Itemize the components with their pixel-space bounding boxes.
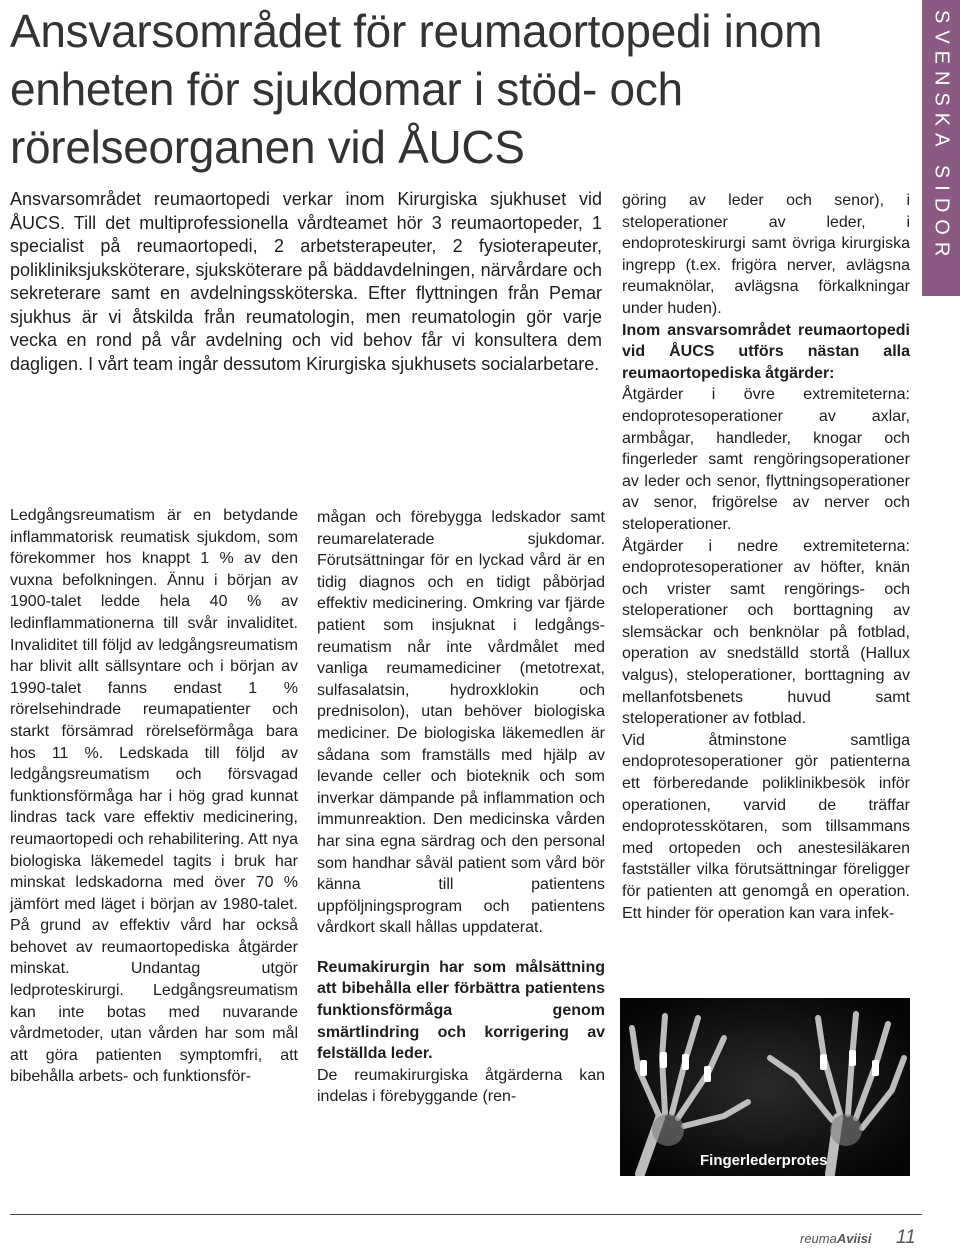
text-column-1 (10, 505, 298, 1088)
brand-prefix: reuma (800, 1231, 837, 1246)
column2-paragraph-1: mågan och förebygga ledskador samt reumarelaterade sjukdomar. Förutsättningar för en lyckad vård är en tidig diagnos och en tidigt påbörjad effektiv medicinering. Omkring var fjärde patient som insjuknat i ledgångs-reumatism når inte vårdmålet med vanliga reumamediciner (metotrexat, sulfasalatsin, hydroxklokin och prednisolon), utan behöver biologiska mediciner. De biologiska läkemedlen är sådana som framställs med hjälp av levande celler och bioteknik och som inverkar dämpande på inflammation och immunreaktion. Den medicinska vården har sina egna särdrag och den personal som handhar såväl patient som vård bör känna till patientens uppföljningsprogram och patientens vårdkort skall hållas uppdaterat. (317, 509, 605, 937)
column3-paragraph-1: göring av leder och senor), i steloperationer av leder, i endoproteskirurgi samt övriga kirurgiska ingrepp (t.ex. frigöra nerver, avlägsna reumaknölar, avlägsna förkalkningar under huden). (622, 192, 910, 317)
figure-caption: Fingerlederprotes (700, 1152, 828, 1169)
article-title: Ansvarsområdet för reumaortopedi inom enheten för sjukdomar i stöd- och rörelseorganen vid ÅUCS (10, 5, 823, 173)
column3-paragraph-4: Vid åtminstone samtliga endoprotesoperationer gör patienterna ett förberedande poliklinikbesök inför operationen, varvid de träffar endoprotesskötaren, som tillsammans med ortopeden och anestesiläkaren fastställer vilka förutsättningar föreligger för patienten att genomgå en operation. Ett hinder för operation kan vara infek- (622, 731, 910, 922)
side-section-label: SVENSKA SIDOR (930, 10, 953, 264)
brand-suffix: Aviisi (836, 1231, 872, 1246)
page-number: 11 (896, 1227, 916, 1248)
xray-hands-image (620, 998, 910, 1176)
column2-heading-text: Reumakirurgin har som målsättning att bibehålla eller förbättra patientens funktionsförmåga genom smärtlindring och korrigering av felställda leder. (317, 958, 605, 1063)
text-column-2 (317, 507, 605, 1108)
side-section-tab (922, 0, 960, 296)
footer-divider (10, 1214, 922, 1215)
column3-heading-text: Inom ansvarsområdet reumaortopedi vid ÅUCS utförs nästan alla reumaortopediska åtgärder: (622, 321, 910, 382)
publication-brand (800, 1231, 872, 1246)
column2-heading (317, 957, 605, 1065)
column3-paragraph-2: Åtgärder i övre extremiteterna: endoprotesoperationer av axlar, armbågar, handleder, knogar och fingerleder samt rengöringsoperationer av leder och senor, flyttningsoperationer av senor, frigörelse av nerver och steloperationer. (622, 386, 910, 533)
column2-paragraph-2: De reumakirurgiska åtgärderna kan indelas i förebyggande (ren- (317, 1066, 605, 1106)
column3-heading (622, 320, 910, 385)
column1-paragraph: Ledgångsreumatism är en betydande inflammatorisk reumatisk sjukdom, som förekommer hos knappt 1 % av den vuxna befolkningen. Ännu i början av 1900-talet ledde hela 40 % av ledinflammationerna till svår invaliditet. Invaliditet till följd av ledgångsreumatism har blivit allt sällsyntare och i början av 1990-talet fanns endast 1 % rörelsehindrade reumapatienter och starkt försämrad rörelseförmåga bara hos 11 %. Ledskada till följd av ledgångsreumatism och försvagad funktionsförmåga har i hög grad kunnat lindras tack vare effektiv medicinering, reumaortopedi och rehabilitering. Att nya biologiska läkemedel tagits i bruk har minskat ledskadorna med över 70 % jämfört med läget i början av 1980-talet. På grund av effektiv vård har också behovet av reumaortopediska åtgärder minskat. Undantag utgör ledproteskirurgi. Ledgångsreumatism kan inte botas med nuvarande vårdmetoder, utan vården har som mål att göra patienten symptomfri, att bibehålla arbets- och funktionsför- (10, 507, 298, 1086)
intro-paragraph: Ansvarsområdet reumaortopedi verkar inom Kirurgiska sjukhuset vid ÅUCS. Till det multiprofessionella vårdteamet hör 3 reumaortopeder, 1 specialist på reumaortopedi, 2 arbetsterapeuter, 2 fysioterapeuter, polikliniksjuksköterare, sjuksköterare på bäddavdelningen, närvårdare och sekreterare samt en avdelningssköterska. Efter flyttningen från Pemar sjukhus är vi åtskilda från reumatologin, men reumatologin gör varje vecka en rond på vår avdelning och vid behov får vi konsultera dem dagligen. I vårt team ingår dessutom Kirurgiska sjukhusets socialarbetare. (10, 189, 602, 374)
text-column-3 (622, 190, 910, 924)
column3-paragraph-3: Åtgärder i nedre extremiteterna: endoprotesoperationer av höfter, knän och vrister samt rengörings- och steloperationer och borttagning av slemsäckar och benknölar på fotblad, operation av snedställd stortå (Hallux valgus), steloperationer, borttagning av mellanfotsbenets huvud samt steloperationer av fotblad. (622, 537, 910, 728)
xray-illustration (620, 998, 910, 1176)
